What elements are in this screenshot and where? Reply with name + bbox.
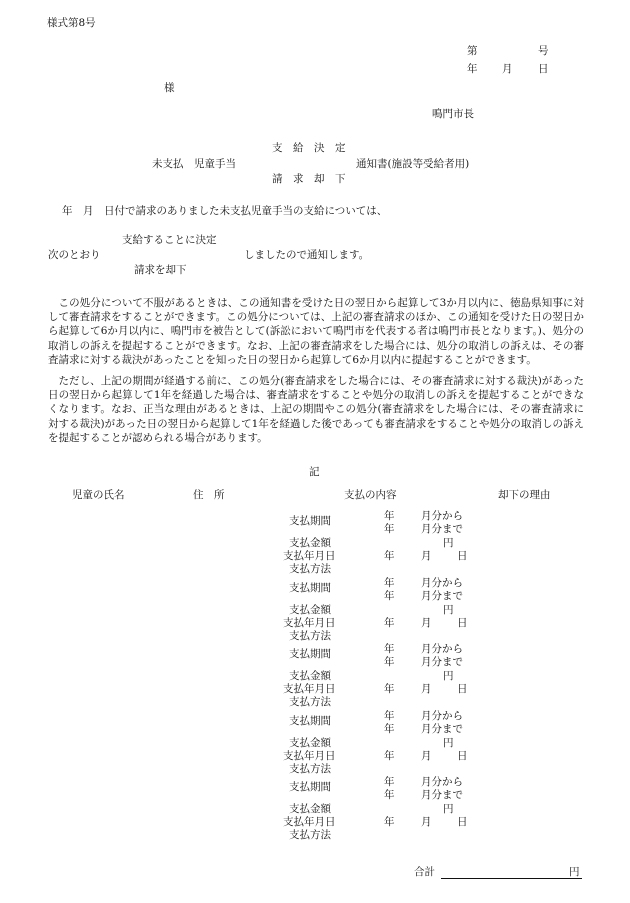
payment-date-label: 支払年月日 <box>283 816 336 828</box>
period-end-year: 年 <box>384 589 395 602</box>
addressee-suffix: 様 <box>164 82 175 94</box>
payment-method-label: 支払方法 <box>289 696 331 708</box>
period-start-year: 年 <box>384 709 395 722</box>
payment-date-year: 年 <box>384 683 395 695</box>
amount-unit: 円 <box>443 803 454 815</box>
payment-date-year: 年 <box>384 616 395 629</box>
amount-label: 支払金額 <box>289 736 331 749</box>
title-option-decision: 支 給 決 定 <box>272 142 346 154</box>
payment-date-day: 日 <box>457 816 468 828</box>
payment-date-day: 日 <box>457 616 468 629</box>
appeal-notice-paragraph-1: この処分について不服があるときは、この通知書を受けた日の翌日から起算して3か月以内に、徳島県知事に対して審査請求をすることができます。この処分については、上記の審査請求のほか、この通知を受けた日の翌日から起算して6か月以内に、鳴門市を被告として(訴訟において鳴門市を代表する者は鳴門市長となります。)、処分の取消しの訴えを提起することができます。なお、上記の審査請求をした場合には、処分の取消しの訴えは、その審査請求に対する裁決があったことを知った日の翌日から起算して6か月以内に提起することができます。 <box>48 297 584 366</box>
amount-unit: 円 <box>443 603 454 616</box>
date-year: 年 <box>467 63 478 75</box>
amount-label: 支払金額 <box>289 670 331 682</box>
payment-date-month: 月 <box>421 749 432 762</box>
period-label: 支払期間 <box>289 581 331 594</box>
intro-option-reject: 請求を却下 <box>134 264 187 276</box>
period-end-month: 月分まで <box>421 722 463 735</box>
payment-method-label: 支払方法 <box>289 629 331 642</box>
intro-option-approve: 支給することに決定 <box>122 234 217 246</box>
period-start-year: 年 <box>384 776 395 788</box>
date-month: 月 <box>502 63 513 75</box>
amount-label: 支払金額 <box>289 603 331 616</box>
period-label: 支払期間 <box>289 781 331 793</box>
period-end-month: 月分まで <box>421 789 463 801</box>
payment-date-label: 支払年月日 <box>283 683 336 695</box>
period-start-year: 年 <box>384 576 395 589</box>
title-left: 未支払 児童手当 <box>152 158 236 170</box>
period-label: 支払期間 <box>289 714 331 727</box>
amount-label: 支払金額 <box>289 803 331 815</box>
total-label: 合計 <box>414 866 435 878</box>
payment-date-month: 月 <box>421 816 432 828</box>
column-rejection-reason: 却下の理由 <box>498 489 551 501</box>
period-end-year: 年 <box>384 656 395 668</box>
payment-date-year: 年 <box>384 550 395 562</box>
column-payment-details: 支払の内容 <box>344 489 397 501</box>
appeal-notice-paragraph-2: ただし、上記の期間が経過する前に、この処分(審査請求をした場合には、その審査請求に対する裁決)があった日の翌日から起算して1年を経過した場合は、審査請求をすることや処分の取消しの訴えを提起することができなくなります。なお、正当な理由があるときは、上記の期間やこの処分(審査請求をした場合には、その審査請求に対する裁決)があった日の翌日から起算して1年を経過した後であっても審査請求をすることや処分の取消しの訴えを提起することが認められる場合があります。 <box>48 375 584 444</box>
payment-date-day: 日 <box>457 550 468 562</box>
column-address: 住 所 <box>193 489 225 501</box>
period-end-month: 月分まで <box>421 589 463 602</box>
document-number-suffix: 号 <box>538 45 549 57</box>
payment-date-day: 日 <box>457 749 468 762</box>
period-start-month: 月分から <box>421 776 463 788</box>
intro-suffix: しましたので通知します。 <box>244 249 370 261</box>
title-option-rejection: 請 求 却 下 <box>272 173 346 185</box>
period-end-year: 年 <box>384 722 395 735</box>
period-label: 支払期間 <box>289 648 331 660</box>
payment-method-label: 支払方法 <box>289 563 331 575</box>
amount-unit: 円 <box>443 736 454 749</box>
payment-method-label: 支払方法 <box>289 762 331 775</box>
payment-date-label: 支払年月日 <box>283 616 336 629</box>
record-heading: 記 <box>309 466 320 478</box>
period-start-year: 年 <box>384 510 395 522</box>
payment-date-month: 月 <box>421 550 432 562</box>
intro-line: 年 月 日付で請求のありました未支払児童手当の支給については、 <box>62 205 388 217</box>
column-child-name: 児童の氏名 <box>72 489 125 501</box>
period-start-year: 年 <box>384 643 395 655</box>
sender-name: 鳴門市長 <box>432 108 474 120</box>
payment-date-year: 年 <box>384 816 395 828</box>
period-start-month: 月分から <box>421 709 463 722</box>
title-right: 通知書(施設等受給者用) <box>356 158 470 170</box>
amount-unit: 円 <box>443 670 454 682</box>
period-end-month: 月分まで <box>421 523 463 535</box>
amount-unit: 円 <box>443 537 454 549</box>
period-end-month: 月分まで <box>421 656 463 668</box>
period-start-month: 月分から <box>421 576 463 589</box>
intro-prefix: 次のとおり <box>48 249 101 261</box>
total-unit: 円 <box>569 866 580 878</box>
payment-date-day: 日 <box>457 683 468 695</box>
total-amount-line <box>441 878 582 879</box>
period-end-year: 年 <box>384 523 395 535</box>
period-label: 支払期間 <box>289 515 331 527</box>
period-start-month: 月分から <box>421 643 463 655</box>
date-day: 日 <box>538 63 549 75</box>
amount-label: 支払金額 <box>289 537 331 549</box>
document-number-label: 第 <box>467 45 478 57</box>
payment-date-month: 月 <box>421 616 432 629</box>
form-number: 様式第8号 <box>47 17 96 29</box>
period-end-year: 年 <box>384 789 395 801</box>
payment-date-label: 支払年月日 <box>283 749 336 762</box>
payment-date-year: 年 <box>384 749 395 762</box>
payment-date-label: 支払年月日 <box>283 550 336 562</box>
period-start-month: 月分から <box>421 510 463 522</box>
payment-method-label: 支払方法 <box>289 829 331 841</box>
payment-date-month: 月 <box>421 683 432 695</box>
